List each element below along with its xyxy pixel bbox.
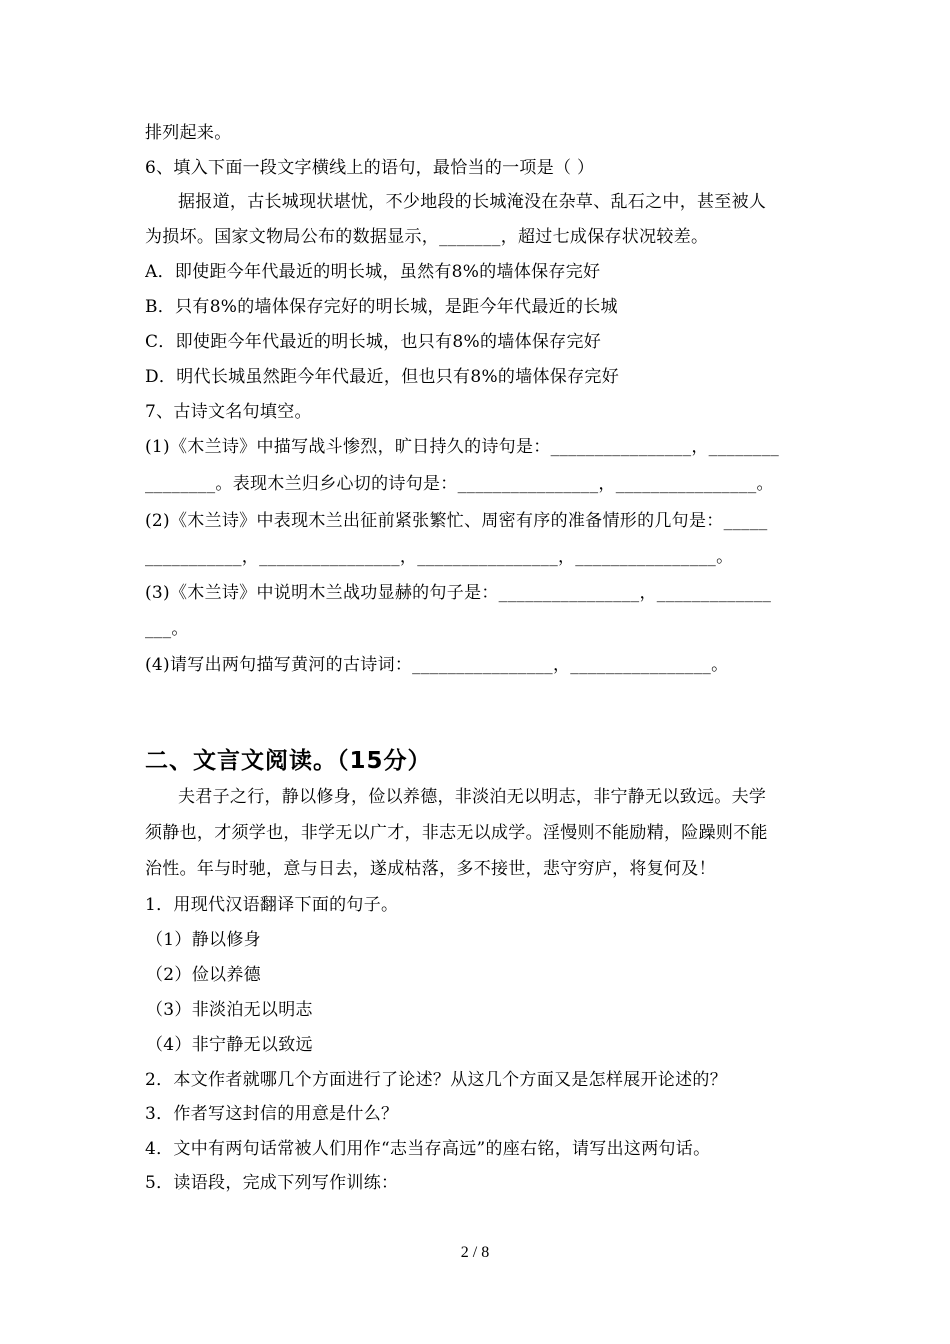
question-4: 4．文中有两句话常被人们用作“志当存高远”的座右铭，请写出这两句话。 <box>145 1139 711 1159</box>
question-2: 2．本文作者就哪几个方面进行了论述？从这几个方面又是怎样展开论述的？ <box>145 1070 728 1090</box>
question-3: 3．作者写这封信的用意是什么？ <box>145 1104 399 1124</box>
question-1-item: （1）静以修身 <box>146 930 261 950</box>
question-1-item: （4）非宁静无以致远 <box>146 1035 313 1055</box>
option-c: C．即使距今年代最近的明长城，也只有8%的墙体保存完好 <box>145 332 602 352</box>
option-d: D．明代长城虽然距今年代最近，但也只有8%的墙体保存完好 <box>145 367 619 387</box>
passage-line: 据报道，古长城现状堪忧，不少地段的长城淹没在杂草、乱石之中，甚至被人 <box>178 192 767 212</box>
question-1-item: （2）俭以养德 <box>146 965 261 985</box>
question-7-title: 7、古诗文名句填空。 <box>145 402 312 422</box>
fill-blank-line: (3)《木兰诗》中说明木兰战功显赫的句子是：________________，_____________ <box>145 583 772 603</box>
fill-blank-line: (2)《木兰诗》中表现木兰出征前紧张繁忙、周密有序的准备情形的几句是：_____ <box>145 511 768 531</box>
page-number: 2 / 8 <box>460 1244 490 1261</box>
option-b: B．只有8%的墙体保存完好的明长城，是距今年代最近的长城 <box>145 297 618 317</box>
classical-text-line: 夫君子之行，静以修身，俭以养德，非淡泊无以明志，非宁静无以致远。夫学 <box>178 787 767 807</box>
fill-blank-line: ___。 <box>145 619 189 639</box>
classical-text-line: 须静也，才须学也，非学无以广才，非志无以成学。淫慢则不能励精，险躁则不能 <box>145 823 768 843</box>
classical-text-line: 治性。年与时驰，意与日去，遂成枯落，多不接世，悲守穷庐，将复何及！ <box>145 859 716 879</box>
passage-line: 为损坏。国家文物局公布的数据显示，_______，超过七成保存状况较差。 <box>145 227 709 247</box>
question-5: 5．读语段，完成下列写作训练： <box>145 1173 399 1193</box>
fill-blank-line: (1)《木兰诗》中描写战斗惨烈，旷日持久的诗句是：________________，________ <box>145 437 780 457</box>
question-6-title: 6、填入下面一段文字横线上的语句，最恰当的一项是（ ） <box>145 158 595 178</box>
option-a: A．即使距今年代最近的明长城，虽然有8%的墙体保存完好 <box>145 262 601 282</box>
section-2-heading: 二、文言文阅读。（15分） <box>145 748 432 774</box>
fill-blank-line: (4)请写出两句描写黄河的古诗词：________________，________________。 <box>145 655 729 675</box>
question-1: 1．用现代汉语翻译下面的句子。 <box>145 895 399 915</box>
fill-blank-line: ___________，________________，________________，________________。 <box>145 547 734 567</box>
question-1-item: （3）非淡泊无以明志 <box>146 1000 313 1020</box>
text-line: 排列起来。 <box>145 123 232 143</box>
fill-blank-line: ________。表现木兰归乡心切的诗句是：________________，________________。 <box>145 474 774 494</box>
